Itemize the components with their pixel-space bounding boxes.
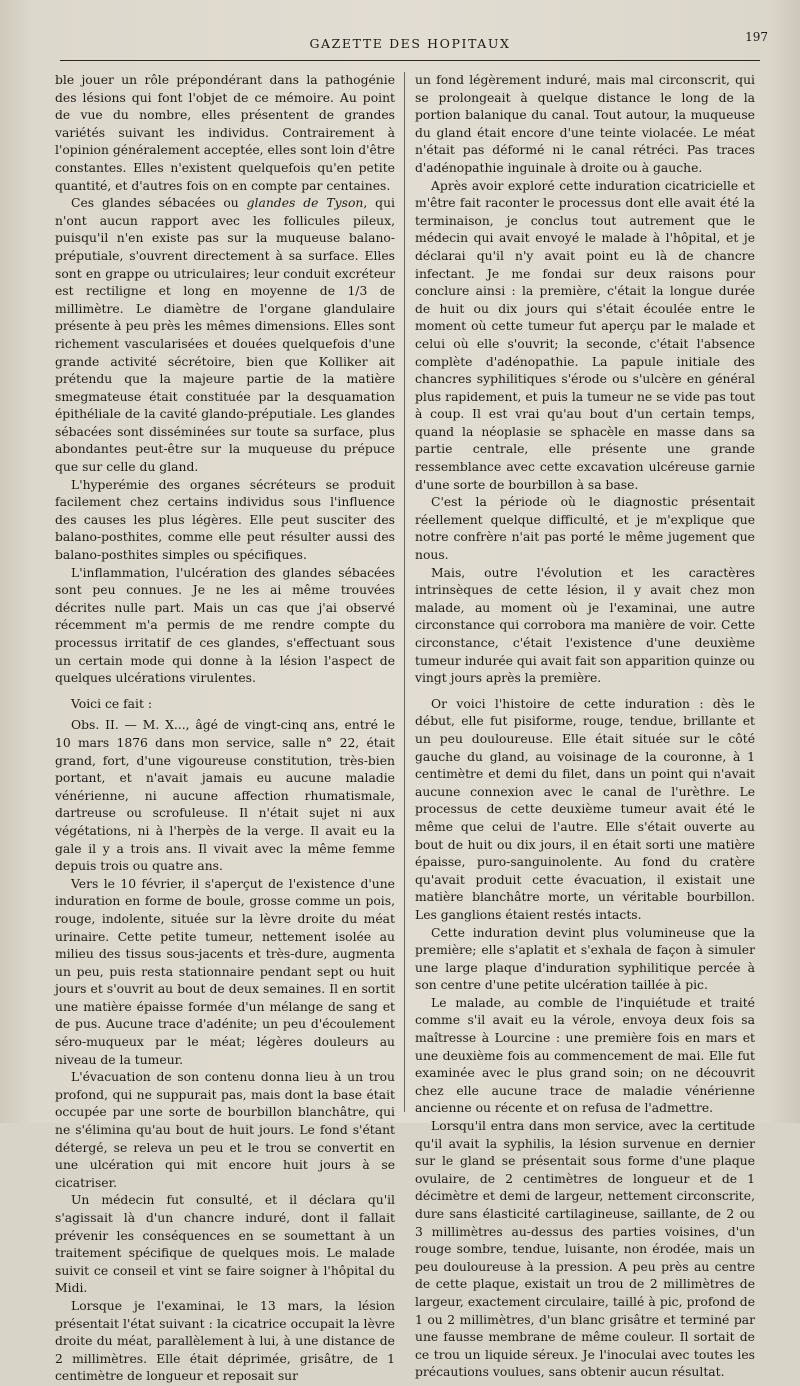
- paragraph: L'inflammation, l'ulcération des glandes sébacées sont peu connues. Je ne les ai même trouvées décrites nulle part. Mais un cas que j'ai observé récemment m'a permis de me rendre compte du processus irritatif de ces glandes, s'effectuant sous un certain mode qui donne à la lésion l'aspect de quelques ulcérations virulentes.: [55, 565, 395, 686]
- paragraph: Lorsqu'il entra dans mon service, avec la certitude qu'il avait la syphilis, la lésion survenue en dernier sur le gland se présentait sous forme d'une plaque ovulaire, de 2 centimètres de longueur et de 1 décimètre et demi de largeur, nettement circonscrite, dure sans élasticité cartilagineuse, saillante, de 2 ou 3 millimètres au-dessus des parties voisines, d'un rouge sombre, tendue, luisante, non érodée, mais un peu douloureuse à la pression. A peu près au centre de cette plaque, existait un trou de 2 millimètres de largeur, exactement circulaire, taillé à pic, profond de 1 ou 2 millimètres, d'un blanc grisâtre et terminé par une fausse membrane de même couleur. Il sortait de ce trou un liquide séreux. Je l'inoculai avec toutes les précautions voulues, sans obtenir aucun résultat.: [415, 1119, 755, 1380]
- paragraph: [55, 195, 395, 477]
- italic-term: glandes de Tyson: [246, 196, 364, 211]
- paragraph: L'évacuation de son contenu donna lieu à un trou profond, qui ne suppurait pas, mais dont la base était occupée par une sorte de bourbillon blanchâtre, qui ne s'élimina qu'au bout de huit jours. Le fond s'étant détergé, se releva un peu et le trou se convertit en une ulcération qui mit encore huit jours à se cicatriser.: [55, 1070, 395, 1190]
- paragraph: Mais, outre l'évolution et les caractères intrinsèques de cette lésion, il y avait chez mon malade, au moment où je l'examinai, une autre circonstance qui corrobora ma manière de voir. Cette circonstance, c'était l'existence d'une deuxième tumeur indurée qui avait fait son apparition quinze ou vingt jours après la première.: [415, 565, 755, 686]
- right-column: [415, 72, 755, 1382]
- column-divider: [404, 72, 405, 1112]
- paragraph: Voici ce fait :: [71, 696, 153, 711]
- running-title: GAZETTE DES HOPITAUX: [309, 36, 511, 51]
- left-column: [55, 72, 395, 1386]
- paragraph: Cette induration devint plus volumineuse que la première; elle s'aplatit et s'exhala de façon à simuler une large plaque d'induration syphilitique percée à son centre d'une petite ulcération taillée à pic.: [415, 925, 755, 993]
- paragraph-text: Ces glandes sébacées ou: [71, 196, 247, 211]
- paragraph: Or voici l'histoire de cette induration : dès le début, elle fut pisiforme, rouge, tendue, brillante et un peu douloureuse. Elle était située sur le côté gauche du gland, au voisinage de la couronne, à 1 centimètre et demi du filet, dans un point qui n'avait aucune connexion avec le canal de l'urèthre. Le processus de cette deuxième tumeur avait été le même que celui de l'autre. Elle s'était ouverte au bout de huit ou dix jours, il en était sorti une matière épaisse, puro-sanguinolente. Au fond du cratère qu'avait produit cette évacuation, il existait une matière blanchâtre morte, un véritable bourbillon. Les ganglions étaient restés intacts.: [415, 696, 755, 922]
- paragraph: un fond légèrement induré, mais mal circonscrit, qui se prolongeait à quelque distance le long de la portion balanique du canal. Tout autour, la muqueuse du gland était encore d'une teinte violacée. Le méat n'était pas déformé ni le canal rétréci. Pas traces d'adénopathie inguinale à droite ou à gauche.: [415, 73, 755, 175]
- paragraph: Vers le 10 février, il s'aperçut de l'existence d'une induration en forme de boule, grosse comme un pois, rouge, indolente, située sur la lèvre droite du méat urinaire. Cette petite tumeur, nettement isolée au milieu des tissus sous-jacents et très-dure, augmenta un peu, puis resta stationnaire pendant sept ou huit jours et s'ouvrit au bout de deux semaines. Il en sortit une matière épaisse formée d'un mélange de sang et de pus. Aucune trace d'adénite; un peu d'écoulement séro-muqueux par le méat; légères douleurs au niveau de la tumeur.: [55, 876, 395, 1067]
- paragraph: Lorsque je l'examinai, le 13 mars, la lésion présentait l'état suivant : la cicatrice occupait la lèvre droite du méat, parallèlement à lui, à une distance de 2 millimètres. Elle était déprimée, grisâtre, de 1 centimètre de longueur et reposait sur: [55, 1298, 395, 1384]
- paragraph: Un médecin fut consulté, et il déclara qu'il s'agissait là d'un chancre induré, dont il fallait prévenir les conséquences en se soumettant à un traitement spécifique de quelques mois. Le malade suivit ce conseil et vint se faire soigner à l'hôpital du Midi.: [55, 1193, 395, 1296]
- page-number: 197: [745, 30, 768, 44]
- paragraph: C'est la période où le diagnostic présentait réellement quelque difficulté, et je m'explique que notre confrère n'ait pas porté le même jugement que nous.: [415, 495, 755, 563]
- paragraph: L'hyperémie des organes sécréteurs se produit facilement chez certains individus sous l'influence des causes les plus légères. Elle peut susciter des balano-posthites, comme elle peut résulter aussi des balano-posthites simples ou spécifiques.: [55, 477, 395, 563]
- paragraph: Le malade, au comble de l'inquiétude et traité comme s'il avait eu la vérole, envoya deux fois sa maîtresse à Lourcine : une première fois en mars et une deuxième fois au commencement de mai. Elle fut examinée avec le plus grand soin; on ne découvrit chez elle aucune trace de maladie vénérienne ancienne ou récente et on refusa de l'admettre.: [415, 995, 755, 1116]
- observation-paragraph: Obs. II. — M. X..., âgé de vingt-cinq ans, entré le 10 mars 1876 dans mon service, salle n° 22, était grand, fort, d'une vigoureuse constitution, très-bien portant, et n'avait jamais eu aucune maladie vénérienne, ni aucune affection rhumatismale, dartreuse ou scrofuleuse. Il n'était sujet ni aux végétations, ni à l'herpès de la verge. Il avait eu la gale il y a trois ans. Il vivait avec la même femme depuis trois ou quatre ans.: [55, 718, 395, 874]
- page-header: [60, 26, 768, 61]
- paragraph: ble jouer un rôle prépondérant dans la pathogénie des lésions qui font l'objet de ce mémoire. Au point de vue du nombre, elles présentent de grandes variétés suivant les individus. Contrairement à l'opinion généralement acceptée, elles sont loin d'être constantes. Elles n'existent quelquefois qu'en petite quantité, et d'autres fois on en compte par centaines.: [55, 73, 395, 193]
- paragraph: Après avoir exploré cette induration cicatricielle et m'être fait raconter le processus dont elle avait été la terminaison, je conclus tout autrement que le médecin qui avait envoyé le malade à l'hôpital, et je déclarai qu'il n'y avait point eu là de chancre infectant. Je me fondai sur deux raisons pour conclure ainsi : la première, c'était la longue durée de huit ou dix jours qui s'était écoulée entre le moment où cette tumeur fut aperçu par le malade et celui où elle s'ouvrit; la seconde, c'était l'absence complète d'adénopathie. La papule initiale des chancres syphilitiques s'érode ou s'ulcère en général plus rapidement, et puis la tumeur ne se vide pas tout à coup. Il est vrai qu'au bout d'un certain temps, quand la néoplasie se sphacèle en masse dans sa partie centrale, elle présente une grande ressemblance avec cette excavation ulcéreuse garnie d'une sorte de bourbillon à sa base.: [415, 178, 755, 492]
- paragraph-text: , qui n'ont aucun rapport avec les follicules pileux, puisqu'il n'en existe pas sur la muqueuse balano-préputiale, s'ouvrent directement à sa surface. Elles sont en grappe ou utriculaires; leur conduit excréteur est rectiligne et long en moyenne de 1/3 de millimètre. Le diamètre de l'organe glandulaire présente à peu près les mêmes dimensions. Elles sont richement vascularisées et douées quelquefois d'une grande activité sécrétoire, bien que Kolliker ait prétendu que la majeure partie de la matière smegmateuse était constituée par la desquamation épithéliale de la cavité glando-préputiale. Les glandes sébacées sont disséminées sur toute sa surface, plus abondantes peut-être sur la muqueuse du prépuce que sur celle du gland.: [55, 196, 395, 475]
